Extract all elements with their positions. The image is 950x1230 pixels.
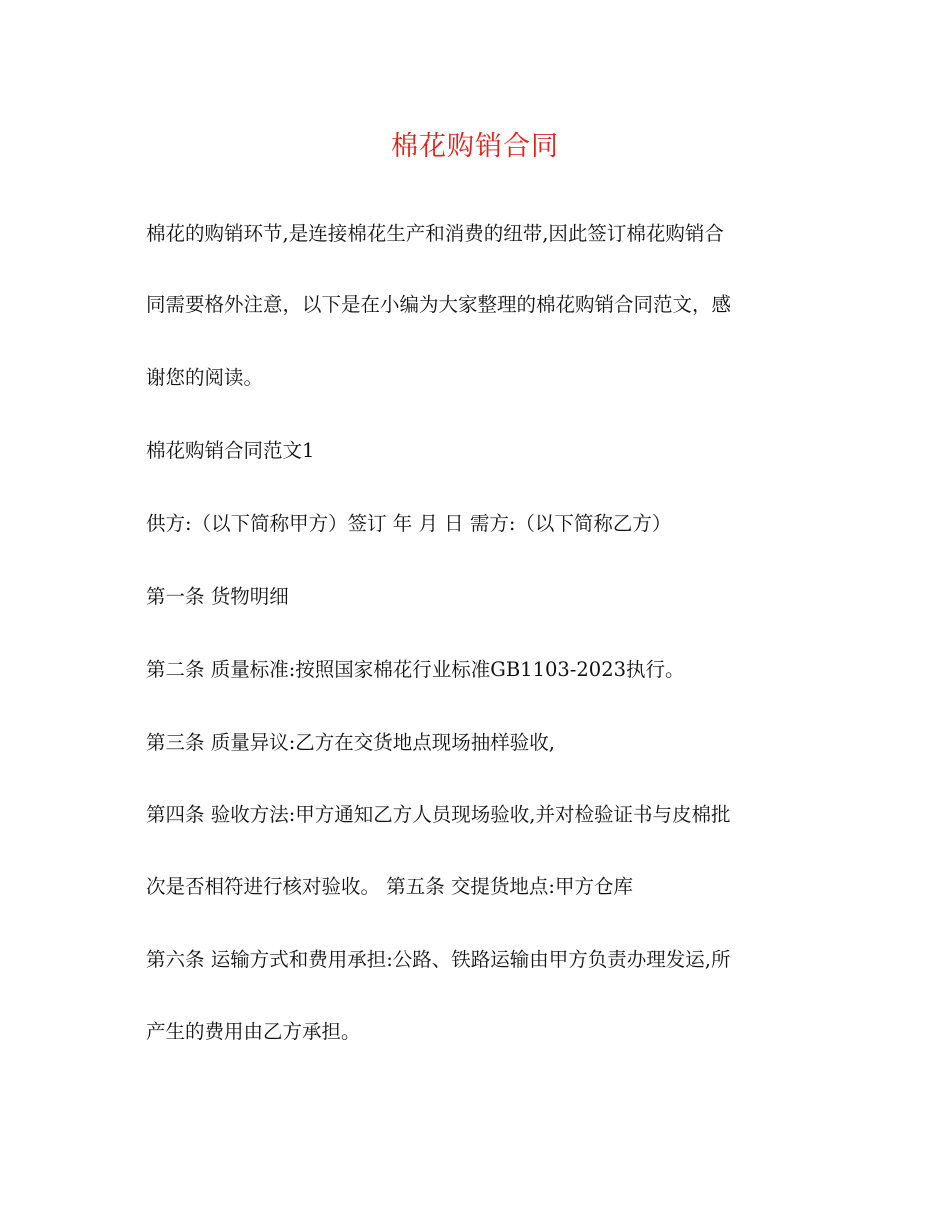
article-6-line-2: 产生的费用由乙方承担。 [146, 1020, 361, 1043]
article-4-line-2: 次是否相符进行核对验收。 第五条 交提货地点:甲方仓库 [146, 875, 633, 898]
article-3: 第三条 质量异议:乙方在交货地点现场抽样验收, [146, 731, 555, 754]
document-title: 棉花购销合同 [391, 131, 559, 162]
intro-line-1: 棉花的购销环节,是连接棉花生产和消费的纽带,因此签订棉花购销合 [146, 222, 724, 245]
article-6-line-1: 第六条 运输方式和费用承担:公路、铁路运输由甲方负责办理发运,所 [146, 948, 731, 971]
parties-line: 供方:（以下简称甲方）签订 年 月 日 需方:（以下简称乙方） [146, 512, 672, 535]
article-2: 第二条 质量标准:按照国家棉花行业标准GB1103-2023执行。 [146, 658, 685, 681]
article-1: 第一条 货物明细 [146, 585, 289, 608]
intro-line-3: 谢您的阅读。 [146, 366, 264, 389]
section-heading: 棉花购销合同范文1 [146, 439, 315, 462]
intro-line-2: 同需要格外注意，以下是在小编为大家整理的棉花购销合同范文，感 [146, 293, 732, 316]
article-4-line-1: 第四条 验收方法:甲方通知乙方人员现场验收,并对检验证书与皮棉批 [146, 803, 731, 826]
